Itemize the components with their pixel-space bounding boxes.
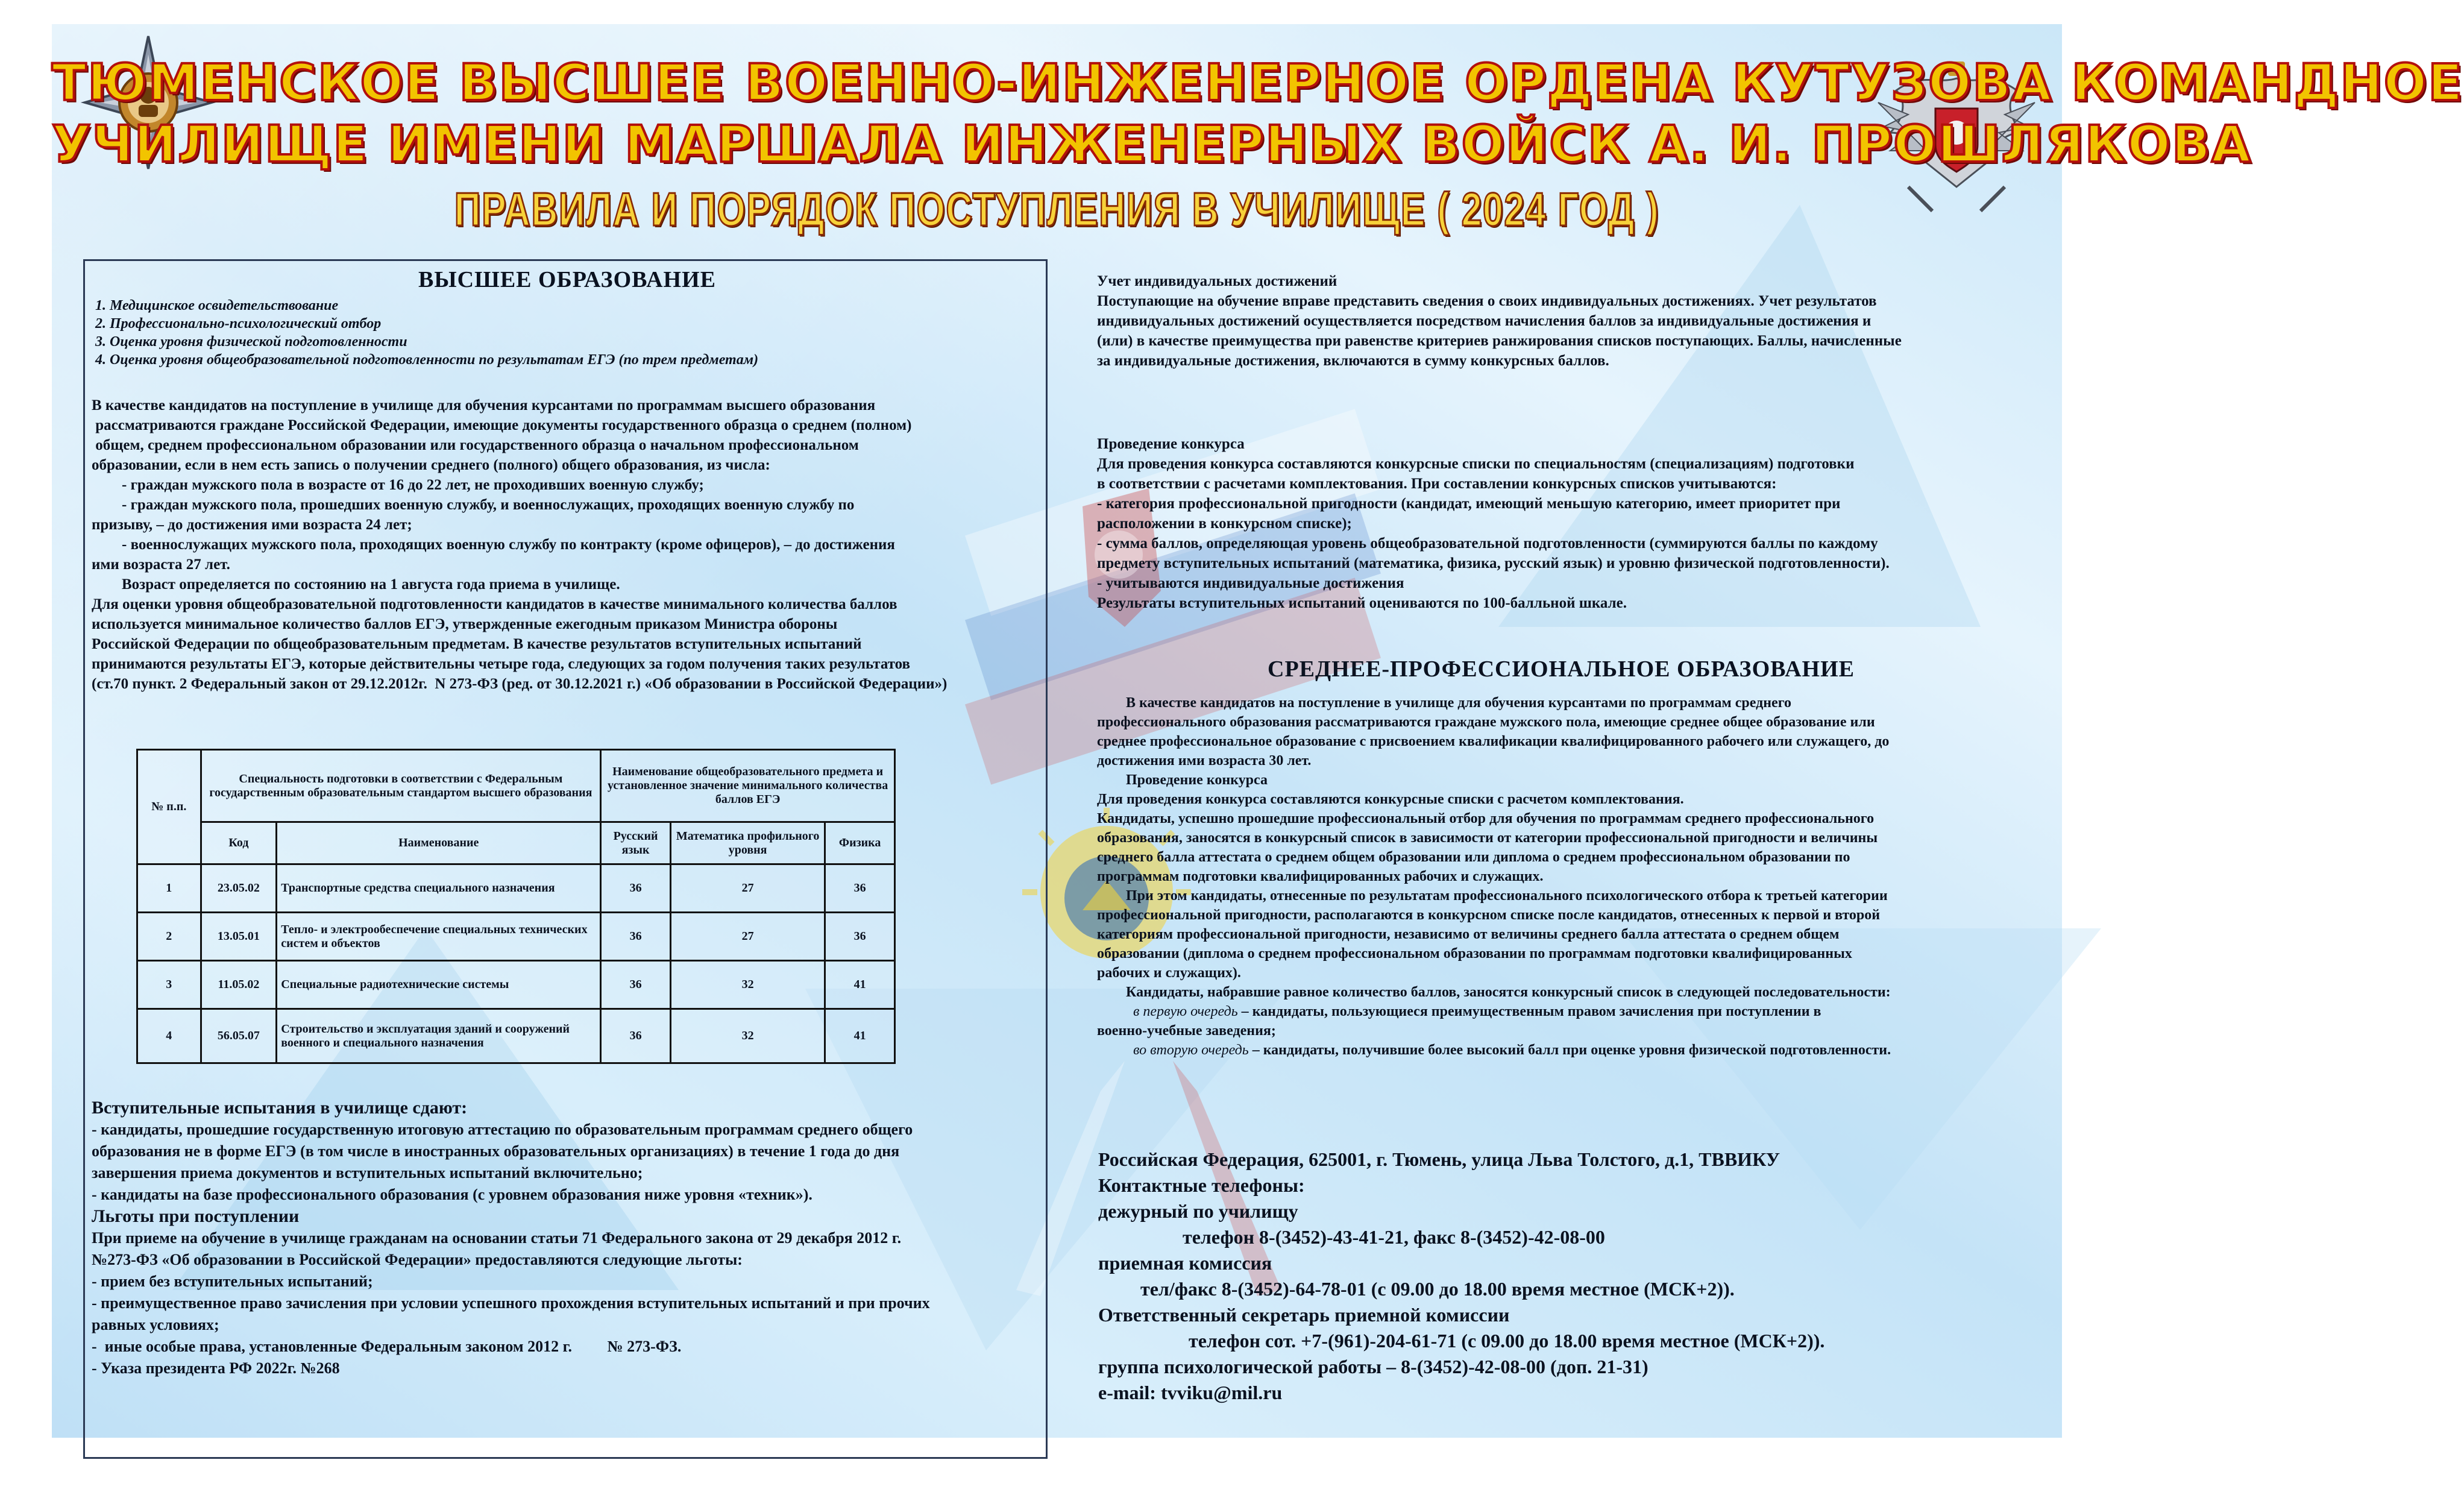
admission-commission-phone: тел/факс 8-(3452)-64-78-01 (с 09.00 до 18.00 время местное (МСК+2)). <box>1140 1278 1735 1300</box>
text-line: образования не в форме ЕГЭ (в том числе в иностранных образовательных организациях) в течение 1 года до дня <box>92 1142 900 1160</box>
row-number: 3 <box>137 961 201 1009</box>
text-line: профессиональной пригодности, располагаются в конкурсном списке после кандидатов, отнесенных к первой и второй <box>1097 907 1881 923</box>
address: Российская Федерация, 625001, г. Тюмень, улица Льва Толстого, д.1, ТВВИКУ <box>1098 1148 1780 1170</box>
text-line: (ст.70 пункт. 2 Федеральный закон от 29.12.2012г. N 273-ФЗ (ред. от 30.12.2021 г.) «Об образовании в Российской Федерации») <box>92 676 948 692</box>
table-row <box>137 913 895 961</box>
math-score: 27 <box>670 913 825 961</box>
text-line: завершения приема документов и вступительных испытаний включительно; <box>92 1164 643 1182</box>
text-line: военно-учебные заведения; <box>1097 1023 1276 1039</box>
text-line: Кандидаты, успешно прошедшие профессиональный отбор для обучения по программам среднего профессионального <box>1097 811 1875 826</box>
entrance-exams-section <box>92 1097 1032 1379</box>
header-subtitle: ПРАВИЛА И ПОРЯДОК ПОСТУПЛЕНИЯ В УЧИЛИЩЕ ( 2024 ГОД ) <box>454 183 1660 236</box>
phones-title: Контактные телефоны: <box>1098 1174 1305 1196</box>
row-number: 1 <box>137 864 201 913</box>
text-line: Для проведения конкурса составляются конкурсные списки с расчетом комплектования. <box>1097 792 1684 807</box>
priority-second-text: – кандидаты, получившие более высокий балл при оценке уровня физической подготовленности. <box>1248 1042 1891 1058</box>
text-line: - преимущественное право зачисления при условии успешного прохождения вступительных испытаний и при прочих <box>92 1294 930 1312</box>
table-header-math: Математика профильного уровня <box>670 822 825 864</box>
physics-score: 36 <box>825 913 895 961</box>
text-line: При этом кандидаты, отнесенные по результатам профессионального психологического отбора к третьей категории <box>1097 888 1888 904</box>
russian-score: 36 <box>601 961 671 1009</box>
header-title-line-2: УЧИЛИЩЕ ИМЕНИ МАРШАЛА ИНЖЕНЕРНЫХ ВОЙСК А. И. ПРОШЛЯКОВА <box>52 115 2252 174</box>
text-line: (или) в качестве преимущества при равенстве критериев ранжирования списков поступающих. Баллы, начисленные <box>1097 333 1902 349</box>
table-header-code: Код <box>201 822 277 864</box>
text-line: - кандидаты на базе профессионального образования (с уровнем образования ниже уровня «техник»). <box>92 1186 812 1203</box>
poster <box>52 24 2464 1438</box>
text-line: - кандидаты, прошедшие государственную итоговую аттестацию по образовательным программам среднего общего <box>92 1121 913 1138</box>
higher-education-requirements <box>92 395 1032 694</box>
text-line: - учитываются индивидуальные достижения <box>1097 575 1404 591</box>
text-line: среднего балла аттестата о среднем общем образовании или диплома о среднем профессиональном образовании по <box>1097 849 1850 865</box>
text-line: в соответствии с расчетами комплектования. При составлении конкурсных списков учитываются: <box>1097 476 1777 492</box>
text-line: образовании (диплома о среднем профессиональном образовании по программам подготовки квалифицированных <box>1097 946 1852 962</box>
text-line: расположении в конкурсном списке); <box>1097 515 1352 532</box>
text-line: Результаты вступительных испытаний оцениваются по 100-балльной шкале. <box>1097 595 1627 611</box>
text-line: Поступающие на обучение вправе представить сведения о своих индивидуальных достижениях. Учет результатов <box>1097 293 1877 309</box>
header-title-line-1: ТЮМЕНСКОЕ ВЫСШЕЕ ВОЕННО-ИНЖЕНЕРНОЕ ОРДЕНА КУТУЗОВА КОМАНДНОЕ <box>52 53 2464 112</box>
text-line: - иные особые права, установленные Федеральным законом 2012 г. № 273-ФЗ. <box>92 1338 682 1355</box>
table-header-specialty: Специальность подготовки в соответствии с Федеральным государственным образовательным стандартом высшего образования <box>201 750 601 822</box>
text-line: - граждан мужского пола в возрасте от 16 до 22 лет, не проходивших военную службу; <box>92 477 704 493</box>
text-line: используется минимальное количество баллов ЕГЭ, утвержденные ежегодным приказом Министра обороны <box>92 616 838 632</box>
higher-education-title: ВЫСШЕЕ ОБРАЗОВАНИЕ <box>418 267 717 292</box>
table-header-ege: Наименование общеобразовательного предмета и установленное значение минимального количества баллов ЕГЭ <box>601 750 895 822</box>
specialty-code: 56.05.07 <box>201 1009 277 1063</box>
russian-score: 36 <box>601 1009 671 1063</box>
admission-step: 4. Оценка уровня общеобразовательной подготовленности по результатам ЕГЭ (по трем предметам) <box>95 352 759 368</box>
math-score: 32 <box>670 1009 825 1063</box>
table-header-russian: Русский язык <box>601 822 671 864</box>
text-line: - Указа президента РФ 2022г. №268 <box>92 1359 340 1377</box>
priority-first-text: – кандидаты, пользующиеся преимущественным правом зачисления при поступлении в <box>1237 1004 1821 1019</box>
text-line: - сумма баллов, определяющая уровень общеобразовательной подготовленности (суммируются баллы по каждому <box>1097 535 1878 552</box>
ege-minimum-scores-table <box>136 749 896 1064</box>
secretary-phone: телефон сот. +7-(961)-204-61-71 (с 09.00 до 18.00 время местное (МСК+2)). <box>1189 1330 1825 1352</box>
text-line: образовании, если в нем есть запись о получении среднего (полного) общего образования, из числа: <box>92 457 770 473</box>
secondary-professional-section <box>1097 693 2049 1060</box>
text-line: Возраст определяется по состоянию на 1 августа года приема в училище. <box>92 576 620 593</box>
physics-score: 41 <box>825 1009 895 1063</box>
text-line: В качестве кандидатов на поступление в училище для обучения курсантами по программам высшего образования <box>92 397 876 414</box>
secondary-professional-title: СРЕДНЕЕ-ПРОФЕССИОНАЛЬНОЕ ОБРАЗОВАНИЕ <box>1268 656 1855 682</box>
priority-first-label: в первую очередь <box>1133 1004 1238 1019</box>
text-line: №273-ФЗ «Об образовании в Российской Федерации» предоставляются следующие льготы: <box>92 1251 743 1268</box>
table-header-number: № п.п. <box>137 750 201 864</box>
psychology-group-phone: группа психологической работы – 8-(3452)-42-08-00 (доп. 21-31) <box>1098 1356 1648 1377</box>
achievements-title: Учет индивидуальных достижений <box>1097 273 1337 289</box>
text-line: - категория профессиональной пригодности (кандидат, имеющий меньшую категорию, имеет приоритет при <box>1097 496 1841 512</box>
table-row <box>137 1009 895 1063</box>
text-line: рассматриваются граждане Российской Федерации, имеющие документы государственного образца о среднем (полном) <box>92 417 912 433</box>
row-number: 4 <box>137 1009 201 1063</box>
specialty-name: Тепло- и электрообеспечение специальных технических систем и объектов <box>277 913 601 961</box>
specialty-code: 13.05.01 <box>201 913 277 961</box>
priority-first <box>1097 1002 2049 1021</box>
duty-officer-phone: телефон 8-(3452)-43-41-21, факс 8-(3452)-42-08-00 <box>1183 1226 1605 1248</box>
text-line: предмету вступительных испытаний (математика, физика, русский язык) и уровню физической подготовленности). <box>1097 555 1890 571</box>
text-line: профессионального образования рассматриваются граждане мужского пола, имеющие среднее общее образование или <box>1097 714 1875 730</box>
physics-score: 41 <box>825 961 895 1009</box>
text-line: Для проведения конкурса составляются конкурсные списки по специальностям (специализациям) подготовки <box>1097 456 1855 472</box>
table-header-name: Наименование <box>277 822 601 864</box>
admission-step: 3. Оценка уровня физической подготовленности <box>95 334 407 350</box>
text-line: призыву, – до достижения ими возраста 24 лет; <box>92 517 412 533</box>
text-line: образования, заносятся в конкурсный список в зависимости от категории профессиональной пригодности и величины <box>1097 830 1878 846</box>
math-score: 27 <box>670 864 825 913</box>
text-line: - граждан мужского пола, прошедших военную службу, и военнослужащих, проходящих военную службу по <box>92 497 855 513</box>
entrance-exams-title: Вступительные испытания в училище сдают: <box>92 1098 468 1118</box>
text-line: ими возраста 27 лет. <box>92 556 230 573</box>
text-line: При приеме на обучение в училище гражданам на основании статьи 71 Федерального закона от 29 декабря 2012 г. <box>92 1229 902 1247</box>
text-line: за индивидуальные достижения, включаются в сумму конкурсных баллов. <box>1097 353 1609 369</box>
physics-score: 36 <box>825 864 895 913</box>
text-line: индивидуальных достижений осуществляется посредством начисления баллов за индивидуальные достижения и <box>1097 313 1872 329</box>
text-line: - прием без вступительных испытаний; <box>92 1273 373 1290</box>
text-line: В качестве кандидатов на поступление в училище для обучения курсантами по программам среднего <box>1097 695 1791 711</box>
specialty-name: Транспортные средства специального назначения <box>277 864 601 913</box>
text-line: рабочих и служащих). <box>1097 965 1241 981</box>
duty-officer-title: дежурный по училищу <box>1098 1200 1298 1222</box>
table-header-physics: Физика <box>825 822 895 864</box>
specialty-name: Специальные радиотехнические системы <box>277 961 601 1009</box>
admission-step: 1. Медицинское освидетельствование <box>95 298 339 313</box>
contest-section <box>1097 434 2049 613</box>
text-line: Проведение конкурса <box>1097 772 1268 788</box>
specialty-code: 23.05.02 <box>201 864 277 913</box>
text-line: Российской Федерации по общеобразовательным предметам. В качестве результатов вступительных испытаний <box>92 636 862 652</box>
text-line: принимаются результаты ЕГЭ, которые действительны четыре года, следующих за годом получения таких результатов <box>92 656 911 672</box>
email[interactable]: e-mail: tvviku@mil.ru <box>1098 1382 1283 1403</box>
text-line: общем, среднем профессиональном образовании или государственного образца о начальном профессиональном <box>92 437 859 453</box>
contest-title: Проведение конкурса <box>1097 436 1245 452</box>
benefits-title: Льготы при поступлении <box>92 1206 300 1226</box>
admission-commission-title: приемная комиссия <box>1098 1252 1272 1274</box>
specialty-name: Строительство и эксплуатация зданий и сооружений военного и специального назначения <box>277 1009 601 1063</box>
individual-achievements-section <box>1097 271 2049 371</box>
table-row <box>137 864 895 913</box>
text-line: Кандидаты, набравшие равное количество баллов, заносятся конкурсный список в следующей последовательности: <box>1097 984 1891 1000</box>
table-row <box>137 961 895 1009</box>
admission-steps-list <box>95 297 1036 369</box>
text-line: равных условиях; <box>92 1316 219 1333</box>
russian-score: 36 <box>601 913 671 961</box>
text-line: среднее профессиональное образование с присвоением квалификации квалифицированного рабочего или служащего, до <box>1097 734 1890 749</box>
text-line: категориям профессиональной пригодности, независимо от величины среднего балла аттестата о среднем общем <box>1097 927 1840 942</box>
text-line: - военнослужащих мужского пола, проходящих военную службу по контракту (кроме офицеров), – до достижения <box>92 537 895 553</box>
text-line: достижения ими возраста 30 лет. <box>1097 753 1312 769</box>
admission-step: 2. Профессионально-психологический отбор <box>95 316 382 332</box>
text-line: Для оценки уровня общеобразовательной подготовленности кандидатов в качестве минимального количества баллов <box>92 596 897 612</box>
math-score: 32 <box>670 961 825 1009</box>
secretary-title: Ответственный секретарь приемной комиссии <box>1098 1304 1510 1326</box>
contacts-section <box>1098 1147 2051 1406</box>
row-number: 2 <box>137 913 201 961</box>
priority-second <box>1097 1040 2049 1060</box>
russian-score: 36 <box>601 864 671 913</box>
text-line: программам подготовки квалифицированных рабочих и служащих. <box>1097 869 1544 884</box>
specialty-code: 11.05.02 <box>201 961 277 1009</box>
priority-second-label: во вторую очередь <box>1133 1042 1249 1058</box>
